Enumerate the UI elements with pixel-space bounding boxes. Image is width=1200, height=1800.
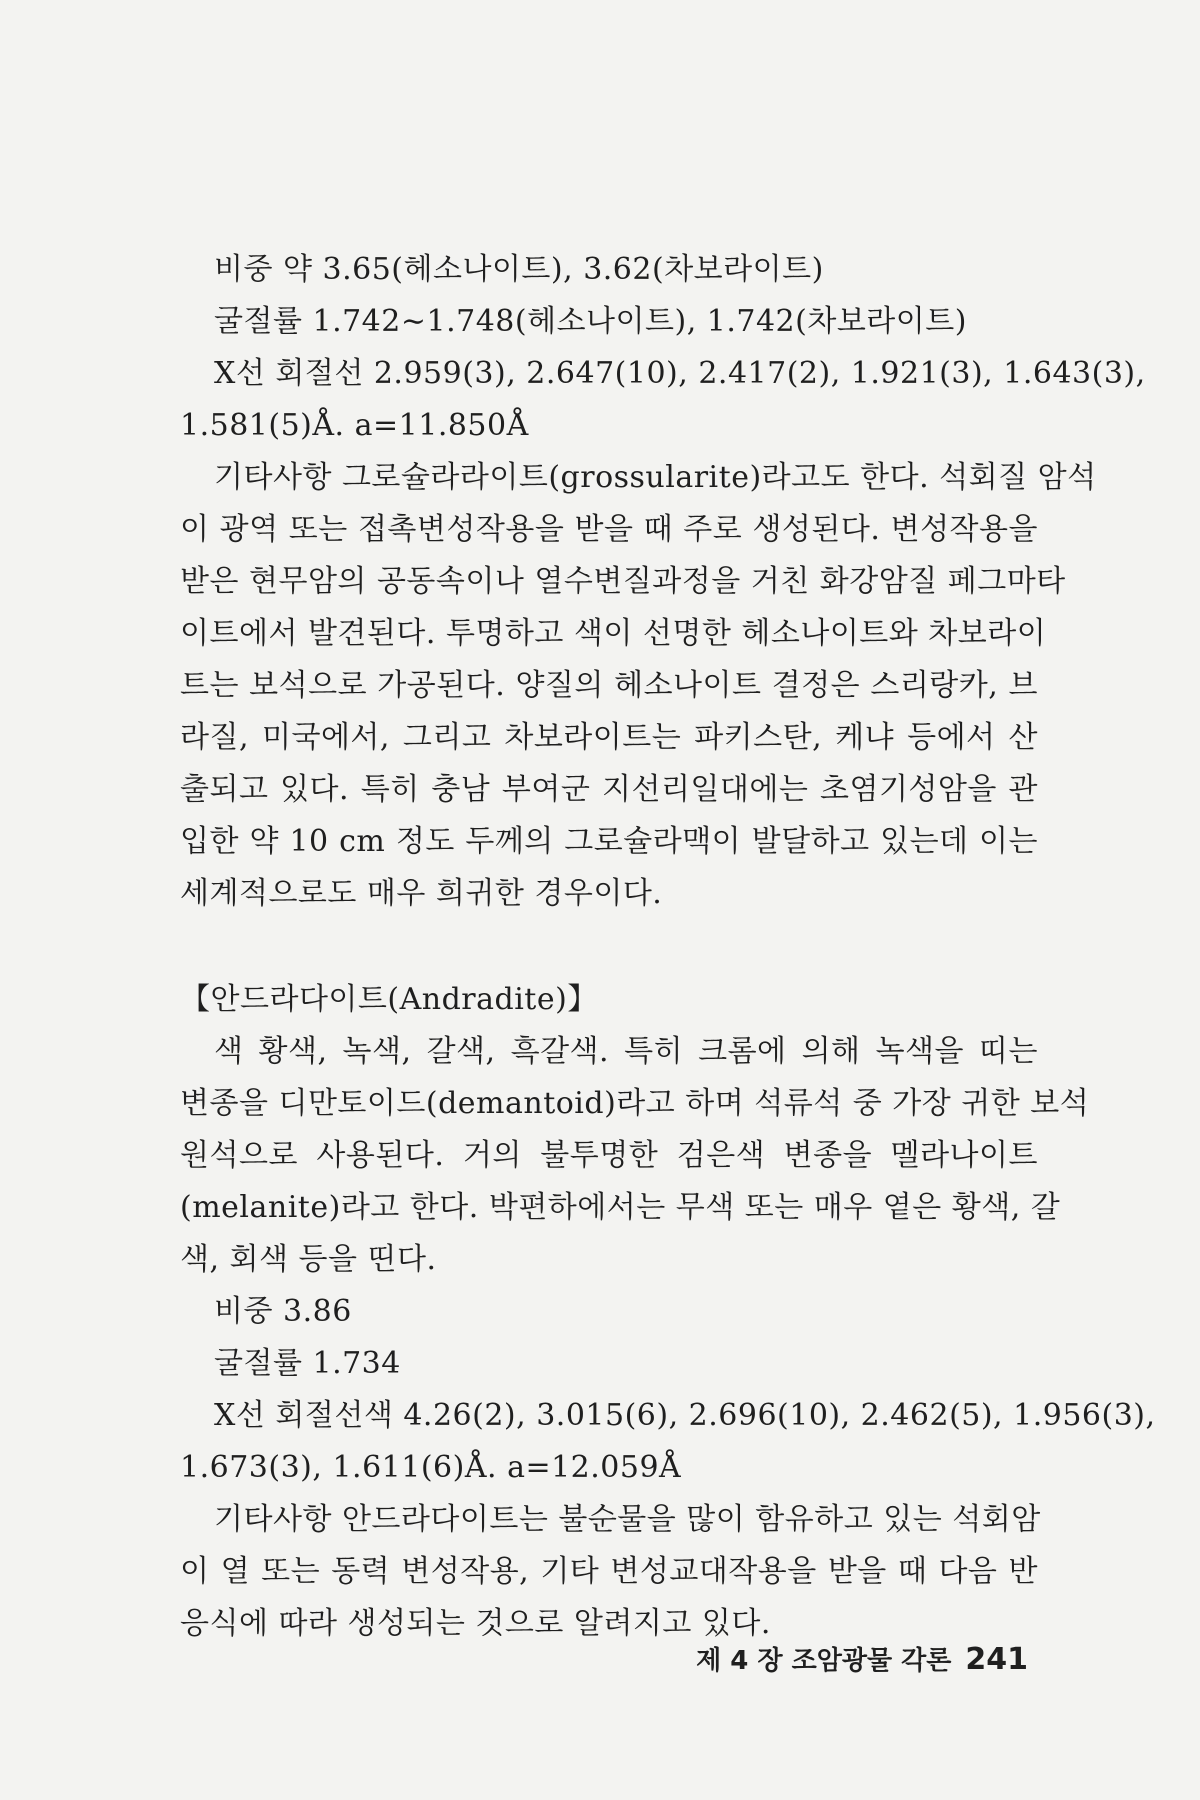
page-footer <box>690 1643 1028 1678</box>
andradite-color-line: (melanite)라고 한다. 박편하에서는 무색 또는 매우 옅은 황색, 갈 <box>180 1190 1061 1225</box>
andradite-xray-line-2: 1.673(3), 1.611(6)Å. a=12.059Å <box>180 1450 682 1485</box>
other-notes-1-line: 세계적으로도 매우 희귀한 경우이다. <box>180 876 663 911</box>
andradite-specific-gravity: 비중 3.86 <box>214 1294 352 1329</box>
other-notes-1-line: 이 광역 또는 접촉변성작용을 받을 때 주로 생성된다. 변성작용을 <box>180 512 1038 547</box>
chapter-title: 제 4 장 조암광물 각론 <box>696 1646 952 1676</box>
andradite-color-line: 변종을 디만토이드(demantoid)라고 하며 석류석 중 가장 귀한 보석 <box>180 1086 1090 1121</box>
other-notes-2-line: 이 열 또는 동력 변성작용, 기타 변성교대작용을 받을 때 다음 반 <box>180 1554 1038 1589</box>
page-number: 241 <box>965 1642 1028 1677</box>
other-notes-1-line: 이트에서 발견된다. 투명하고 색이 선명한 헤소나이트와 차보라이 <box>180 616 1047 651</box>
andradite-refractive-index: 굴절률 1.734 <box>214 1346 401 1381</box>
andradite-heading: 【안드라다이트(Andradite)】 <box>180 982 598 1017</box>
hessonite-refractive-index: 굴절률 1.742∼1.748(헤소나이트), 1.742(차보라이트) <box>214 304 967 339</box>
other-notes-1-line: 트는 보석으로 가공된다. 양질의 헤소나이트 결정은 스리랑카, 브 <box>180 668 1038 703</box>
other-notes-2-line: 기타사항 안드라다이트는 불순물을 많이 함유하고 있는 석회암 <box>214 1502 1041 1537</box>
andradite-color-line: 색 황색, 녹색, 갈색, 흑갈색. 특히 크롬에 의해 녹색을 띠는 <box>214 1034 1038 1069</box>
other-notes-2-line: 응식에 따라 생성되는 것으로 알려지고 있다. <box>180 1606 771 1641</box>
other-notes-1-line: 기타사항 그로슐라라이트(grossularite)라고도 한다. 석회질 암석 <box>214 460 1097 495</box>
other-notes-1-line: 라질, 미국에서, 그리고 차보라이트는 파키스탄, 케냐 등에서 산 <box>180 720 1038 755</box>
andradite-color-line: 색, 회색 등을 띤다. <box>180 1242 437 1277</box>
hessonite-specific-gravity: 비중 약 3.65(헤소나이트), 3.62(차보라이트) <box>214 252 824 287</box>
other-notes-1-line: 출되고 있다. 특히 충남 부여군 지선리일대에는 초염기성암을 관 <box>180 772 1038 807</box>
andradite-color-line: 원석으로 사용된다. 거의 불투명한 검은색 변종을 멜라나이트 <box>180 1138 1038 1173</box>
andradite-xray-line-1: X선 회절선색 4.26(2), 3.015(6), 2.696(10), 2.462(5), 1.956(3), <box>214 1398 1156 1433</box>
other-notes-1-line: 받은 현무암의 공동속이나 열수변질과정을 거친 화강암질 페그마타 <box>180 564 1066 599</box>
hessonite-xray-line-2: 1.581(5)Å. a=11.850Å <box>180 408 529 443</box>
hessonite-xray-line-1: X선 회절선 2.959(3), 2.647(10), 2.417(2), 1.921(3), 1.643(3), <box>214 356 1146 391</box>
other-notes-1-line: 입한 약 10 cm 정도 두께의 그로슐라맥이 발달하고 있는데 이는 <box>180 824 1038 859</box>
